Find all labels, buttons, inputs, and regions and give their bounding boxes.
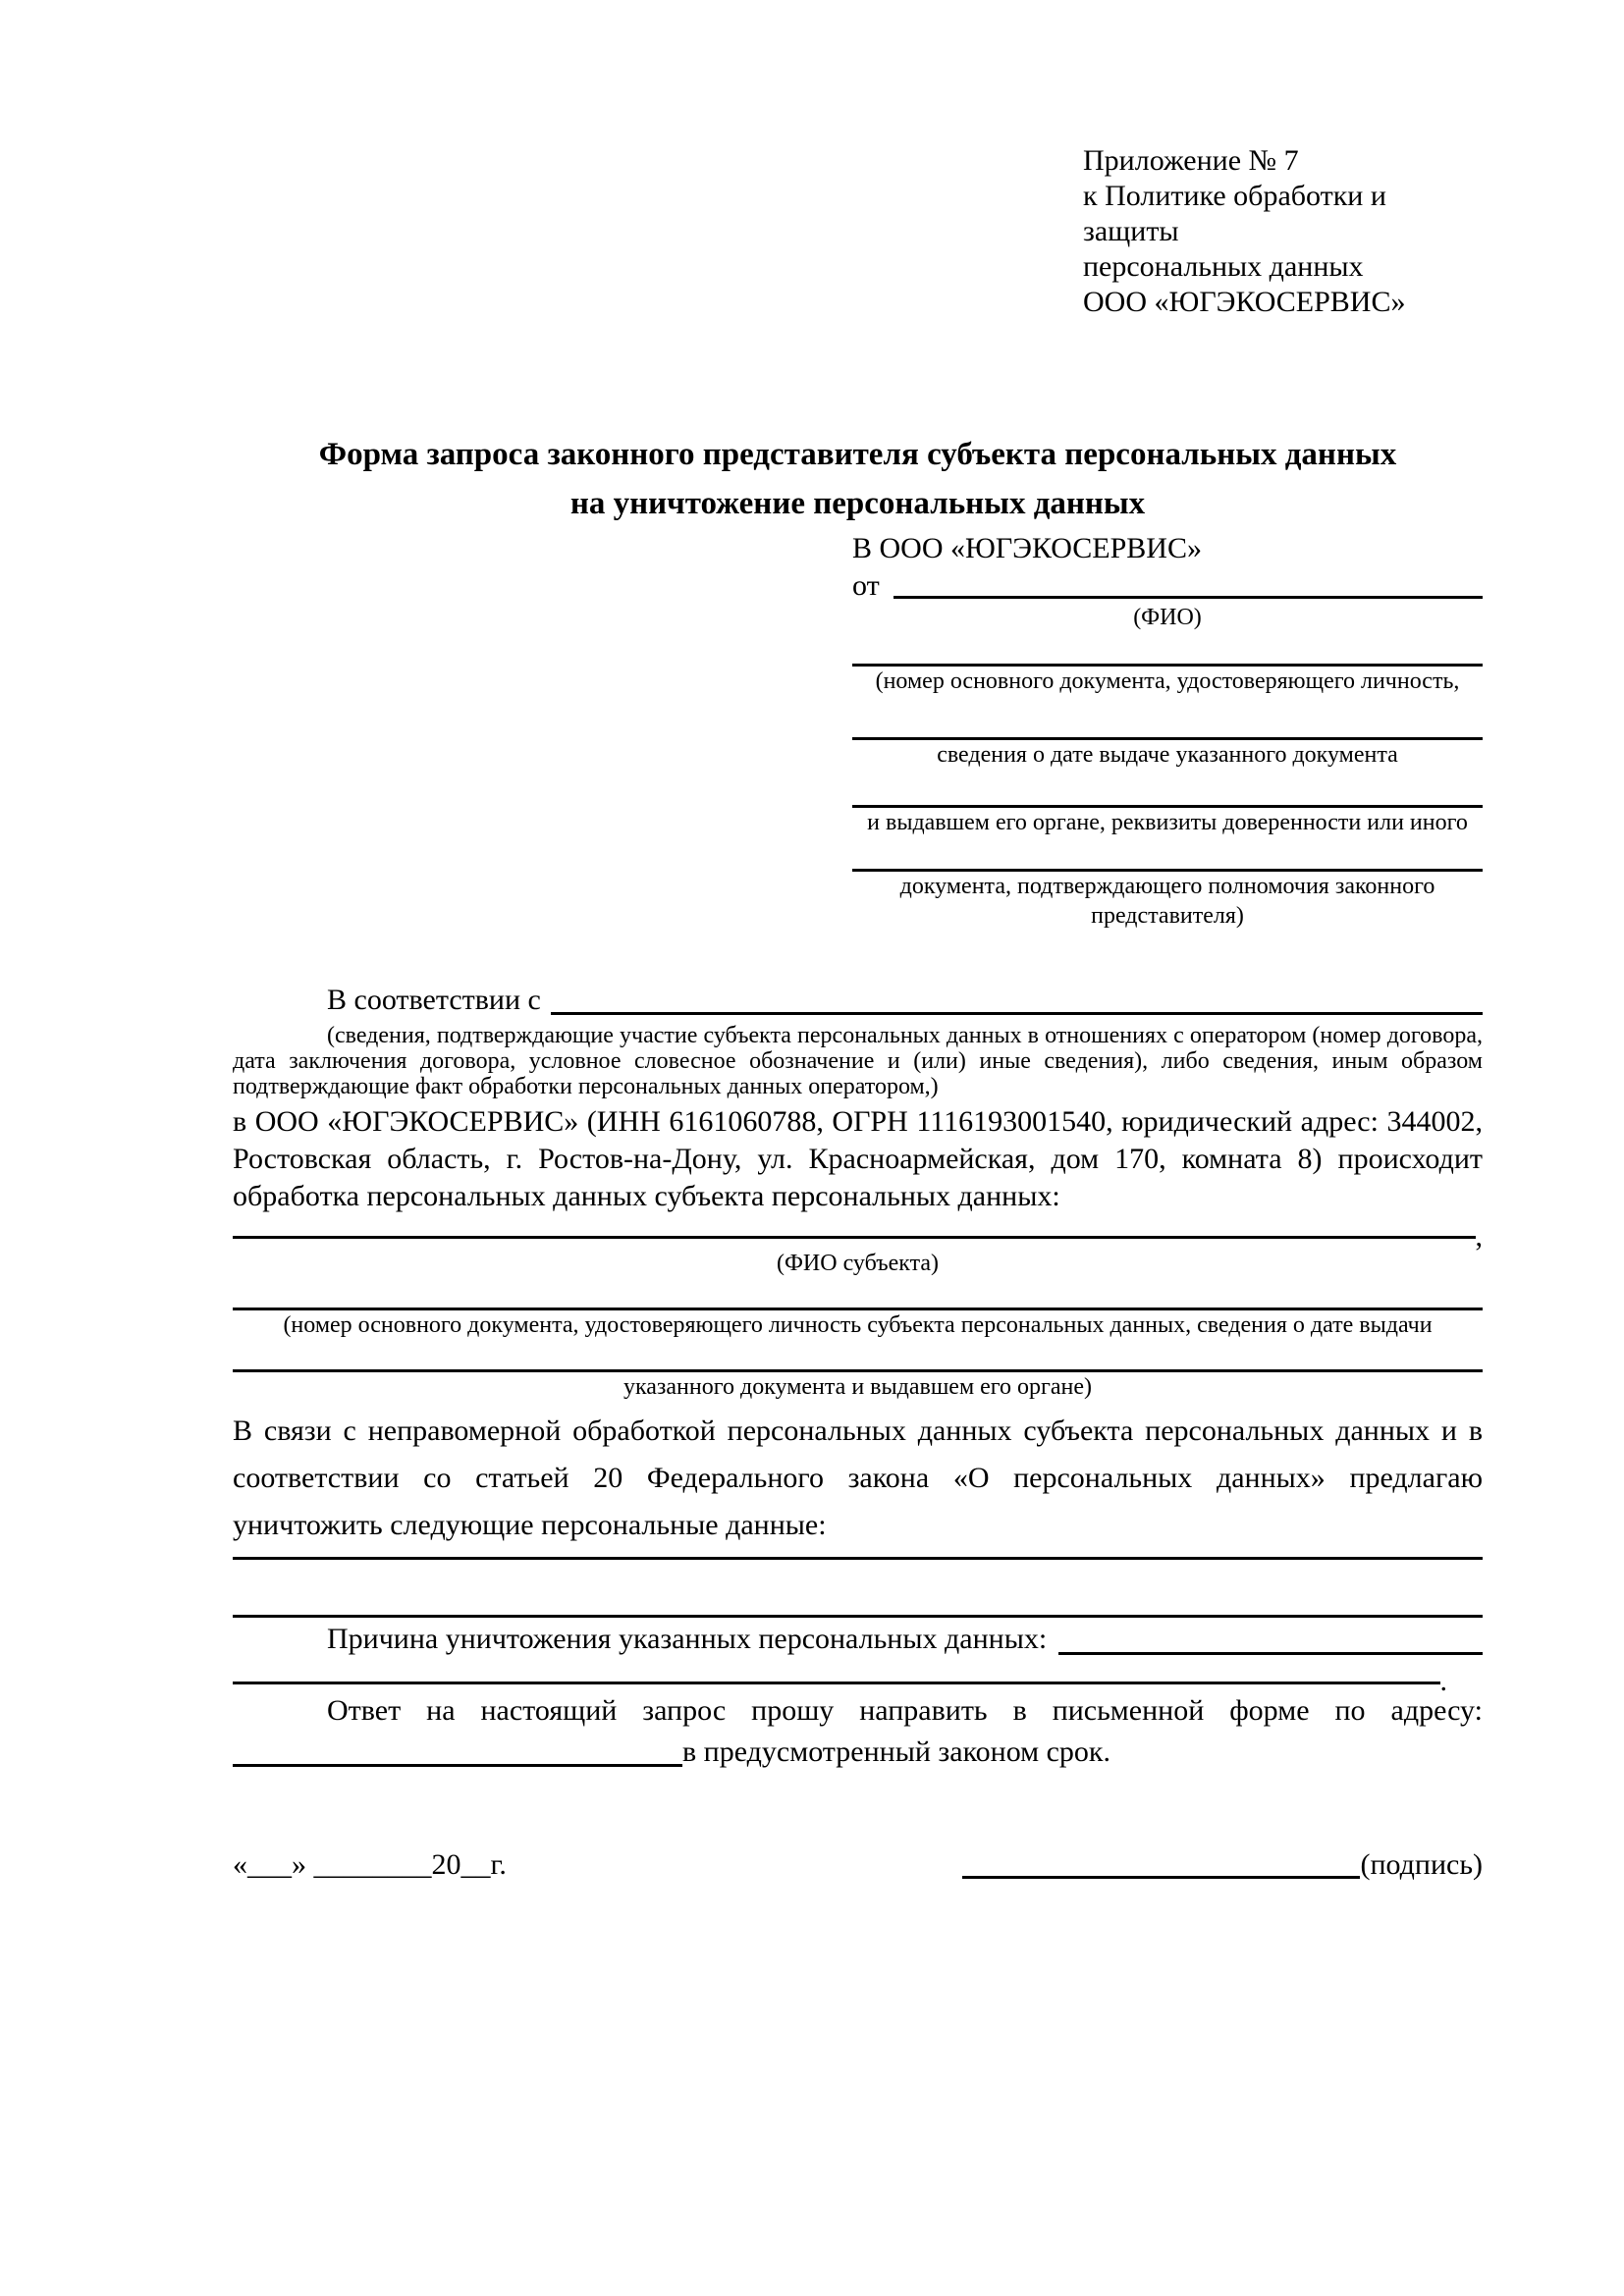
signature-blank-line [962, 1845, 1360, 1879]
from-label: от [852, 569, 880, 602]
document-title-line-2: на уничтожение персональных данных [569, 486, 1146, 521]
reason-label: Причина уничтожения указанных персональных данных: [327, 1623, 1048, 1655]
addressee-block [852, 528, 1483, 931]
subject-doc-caption-1: (номер основного документа, удостоверяющего личность субъекта персональных данных, сведения о дате выдачи [283, 1312, 1433, 1338]
signature-block [962, 1845, 1483, 1885]
appendix-note-line-2: к Политике обработки и защиты [1083, 180, 1386, 247]
accordance-row [233, 982, 1483, 1019]
accordance-blank-line [551, 982, 1483, 1015]
representative-doc-caption-2: сведения о дате выдаче указанного документа [937, 742, 1398, 768]
subject-doc-blank-line-1 [233, 1278, 1483, 1310]
operator-paragraph: в ООО «ЮГЭКОСЕРВИС» (ИНН 6161060788, ОГРН 1116193001540, юридический адрес: 344002, Ростовская область, г. Ростов-на-Дону, ул. Красноармейская, дом 170, комната 8) происходит обработка персональных данных субъекта персональных данных: [233, 1105, 1483, 1212]
appendix-note-line-3: персональных данных [1083, 250, 1364, 283]
representative-doc-blank-line-3 [852, 770, 1483, 808]
representative-doc-caption-1: (номер основного документа, удостоверяющего личность, [875, 668, 1460, 694]
accordance-label: В соответствии с [327, 984, 541, 1016]
appendix-note [1083, 143, 1483, 320]
representative-doc-blank-line-4 [852, 837, 1483, 872]
subject-doc-blank-line-2 [233, 1340, 1483, 1372]
document-title [233, 430, 1483, 528]
subject-fio-blank-line [233, 1215, 1476, 1239]
reason-row [233, 1620, 1483, 1659]
date-line: «___» ________20__г. [233, 1848, 507, 1881]
subject-doc-caption-2: указанного документа и выдавшем его органе) [623, 1374, 1093, 1400]
representative-doc-caption-4: документа, подтверждающего полномочия законного представителя) [899, 874, 1435, 929]
appendix-note-line-4: ООО «ЮГЭКОСЕРВИС» [1083, 286, 1406, 318]
reason-period: . [1439, 1665, 1447, 1697]
addressee-organization: В ООО «ЮГЭКОСЕРВИС» [852, 532, 1202, 564]
date-signature-row [233, 1845, 1483, 1885]
appendix-note-line-1: Приложение № 7 [1083, 144, 1299, 177]
document-title-line-1: Форма запроса законного представителя субъекта персональных данных [318, 437, 1397, 472]
accordance-footnote: (сведения, подтверждающие участие субъекта персональных данных в отношениях с оператором (номер договора, дата заключения договора, условное словесное обозначение и (или) иные сведения), либо сведения, иным образом подтверждающие факт обработки персональных данных оператором,) [233, 1023, 1483, 1099]
subject-fio-comma: , [1475, 1220, 1483, 1253]
signature-caption: (подпись) [1360, 1848, 1483, 1881]
reason-continuation-row [233, 1659, 1483, 1697]
answer-sentence: Ответ на настоящий запрос прошу направить в письменной форме по адресу: [327, 1694, 1483, 1727]
from-field-row [852, 569, 1483, 603]
answer-address-row [233, 1732, 1483, 1773]
address-blank-line [233, 1732, 682, 1767]
representative-doc-blank-line-1 [852, 632, 1483, 667]
answer-tail-text: в предусмотренный законом срок. [682, 1735, 1110, 1768]
reason-blank-line [1058, 1620, 1483, 1655]
fio-caption: (ФИО) [1133, 605, 1202, 630]
demand-paragraph: В связи с неправомерной обработкой персональных данных субъекта персональных данных и в соответствии со статьей 20 Федерального закона «О персональных данных» предлагаю уничтожить следующие персональные данные: [233, 1415, 1483, 1541]
subject-fio-caption: (ФИО субъекта) [776, 1251, 940, 1276]
data-list-blank-line-2 [233, 1560, 1483, 1618]
data-list-blank-line-1 [233, 1549, 1483, 1560]
representative-doc-blank-line-2 [852, 696, 1483, 740]
subject-fio-row [233, 1215, 1483, 1253]
representative-doc-caption-3: и выдавшем его органе, реквизиты доверенности или иного [867, 810, 1468, 835]
reason-continuation-blank-line [233, 1659, 1440, 1684]
from-blank-line [893, 569, 1483, 599]
